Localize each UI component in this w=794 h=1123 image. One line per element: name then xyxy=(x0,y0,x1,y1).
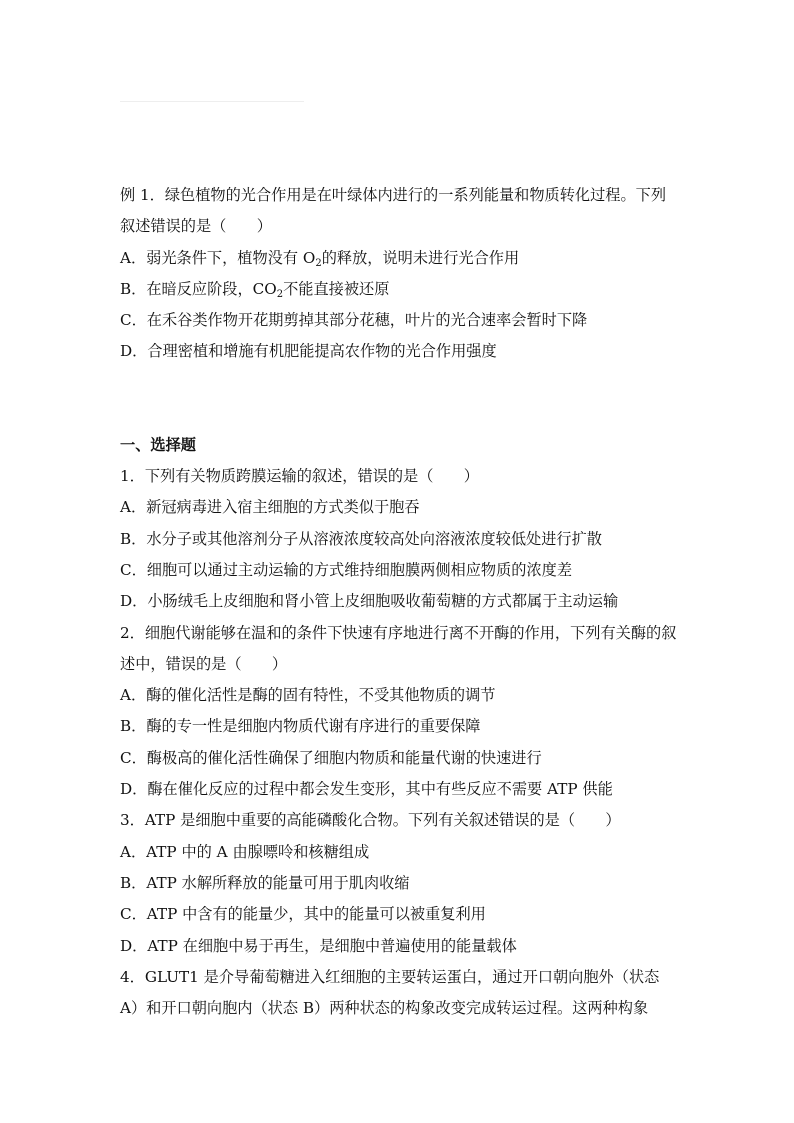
question-3-option-d: D．ATP 在细胞中易于再生，是细胞中普遍使用的能量载体 xyxy=(120,936,517,955)
question-3-option-b: B．ATP 水解所释放的能量可用于肌肉收缩 xyxy=(120,873,410,892)
header-rule xyxy=(120,101,304,102)
example-option-c: C．在禾谷类作物开花期剪掉其部分花穗，叶片的光合速率会暂时下降 xyxy=(120,311,588,330)
question-1-option-d: D．小肠绒毛上皮细胞和肾小管上皮细胞吸收葡萄糖的方式都属于主动运输 xyxy=(120,592,619,611)
question-1-stem: 1．下列有关物质跨膜运输的叙述，错误的是（ ） xyxy=(120,467,479,486)
question-3-option-c: C．ATP 中含有的能量少，其中的能量可以被重复利用 xyxy=(120,905,486,924)
question-2-option-d: D．酶在催化反应的过程中都会发生变形，其中有些反应不需要 ATP 供能 xyxy=(120,780,613,799)
question-2-option-c: C．酶极高的催化活性确保了细胞内物质和能量代谢的快速进行 xyxy=(120,748,542,767)
question-3-option-a: A．ATP 中的 A 由腺嘌呤和核糖组成 xyxy=(120,842,370,861)
question-1-option-a: A．新冠病毒进入宿主细胞的方式类似于胞吞 xyxy=(120,498,420,517)
example-option-d: D．合理密植和增施有机肥能提高农作物的光合作用强度 xyxy=(120,342,497,361)
question-1-option-c: C．细胞可以通过主动运输的方式维持细胞膜两侧相应物质的浓度差 xyxy=(120,560,573,579)
example-option-b: B．在暗反应阶段，$CO_2$不能直接被还原 xyxy=(120,279,390,300)
question-2-option-a: A．酶的催化活性是酶的固有特性，不受其他物质的调节 xyxy=(120,686,496,705)
document-body xyxy=(120,180,680,1024)
example-stem: 例 1．绿色植物的光合作用是在叶绿体内进行的一系列能量和物质转化过程。下列叙述错误的是（ ） xyxy=(120,186,667,236)
question-1-option-b: B．水分子或其他溶剂分子从溶液浓度较高处向溶液浓度较低处进行扩散 xyxy=(120,529,602,548)
question-3-stem: 3．ATP 是细胞中重要的高能磷酸化合物。下列有关叙述错误的是（ ） xyxy=(120,811,621,830)
question-2-stem: 2．细胞代谢能够在温和的条件下快速有序地进行离不开酶的作用，下列有关酶的叙述中，错误的是（ ） xyxy=(120,623,677,673)
example-option-a: A．弱光条件下，植物没有 $O_2$的释放，说明未进行光合作用 xyxy=(120,248,520,269)
question-2-option-b: B．酶的专一性是细胞内物质代谢有序进行的重要保障 xyxy=(120,717,481,736)
spacer xyxy=(120,368,680,430)
section-title: 一、选择题 xyxy=(120,435,196,454)
question-4-stem: 4．GLUT1 是介导葡萄糖进入红细胞的主要转运蛋白，通过开口朝向胞外（状态 A）和开口朝向胞内（状态 B）两种状态的构象改变完成转运过程。这两种构象 xyxy=(120,967,660,1018)
